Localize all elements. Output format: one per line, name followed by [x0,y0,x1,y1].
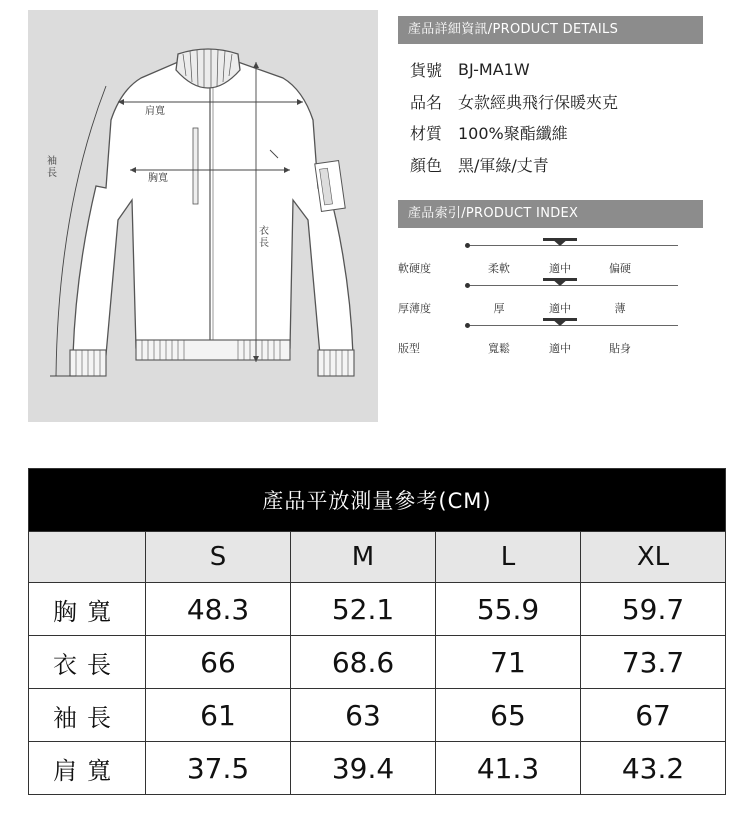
length-label: 衣長 [259,226,269,249]
detail-row-name [410,86,618,118]
detail-key: 材質 [410,124,443,144]
table-row-chest [29,583,726,636]
table-cell: 63 [291,689,436,742]
index-option: 貼身 [609,342,631,355]
index-label: 版型 [398,342,420,355]
detail-key: 品名 [410,92,443,112]
row-label: 肩寬 [29,742,146,795]
table-cell: 52.1 [291,583,436,636]
selected-marker [543,238,577,246]
detail-key: 貨號 [410,61,443,81]
index-row-fit [398,318,698,358]
selected-marker [543,318,577,326]
index-row-thickness [398,278,698,318]
scale-start-dot [465,243,470,248]
scale-start-dot [465,283,470,288]
table-cell: 68.6 [291,636,436,689]
index-option: 薄 [614,302,626,315]
detail-value: BJ-MA1W [458,60,530,80]
product-details-list [410,54,618,180]
selected-marker [543,278,577,286]
table-row-shoulder [29,742,726,795]
size-header: M [291,532,436,583]
row-label: 衣長 [29,636,146,689]
detail-value: 黑/軍綠/丈青 [458,155,549,175]
table-row-sleeve [29,689,726,742]
jacket-outline-drawing [28,10,378,422]
table-cell: 71 [436,636,581,689]
detail-value: 女款經典飛行保暖夾克 [458,92,619,112]
index-label: 厚薄度 [398,302,431,315]
detail-value: 100%聚酯纖維 [458,124,568,144]
index-option-selected: 適中 [549,342,571,355]
table-cell: 37.5 [146,742,291,795]
scale-start-dot [465,323,470,328]
table-cell: 59.7 [581,583,726,636]
shoulder-label: 肩寬 [145,106,165,117]
index-option: 偏硬 [609,262,631,275]
table-cell: 55.9 [436,583,581,636]
chest-label: 胸寬 [148,173,168,184]
size-chart-title: 產品平放測量參考(CM) [29,469,726,532]
index-option-selected: 適中 [549,302,571,315]
detail-row-color [410,149,618,181]
jacket-measurement-diagram [28,10,378,422]
index-row-softness [398,238,698,278]
size-header: L [436,532,581,583]
detail-key: 顏色 [410,155,443,175]
size-chart-table [28,468,726,795]
row-label: 袖長 [29,689,146,742]
table-cell: 73.7 [581,636,726,689]
size-header: XL [581,532,726,583]
table-cell: 67 [581,689,726,742]
table-cell: 66 [146,636,291,689]
table-row-length [29,636,726,689]
table-cell: 61 [146,689,291,742]
detail-row-material [410,117,618,149]
detail-row-sku [410,54,618,86]
index-option-selected: 適中 [549,262,571,275]
product-details-header: 產品詳細資訊/PRODUCT DETAILS [398,16,703,44]
row-label: 胸寬 [29,583,146,636]
size-header-row [29,532,726,583]
index-option: 厚 [493,302,505,315]
index-option: 柔軟 [488,262,510,275]
index-option: 寬鬆 [488,342,510,355]
table-cell: 48.3 [146,583,291,636]
table-cell: 39.4 [291,742,436,795]
size-header: S [146,532,291,583]
table-cell: 65 [436,689,581,742]
table-cell: 41.3 [436,742,581,795]
index-label: 軟硬度 [398,262,431,275]
sleeve-label: 袖長 [47,156,57,179]
table-cell: 43.2 [581,742,726,795]
size-header-empty [29,532,146,583]
product-index-header: 產品索引/PRODUCT INDEX [398,200,703,228]
product-index-scales [398,238,698,358]
